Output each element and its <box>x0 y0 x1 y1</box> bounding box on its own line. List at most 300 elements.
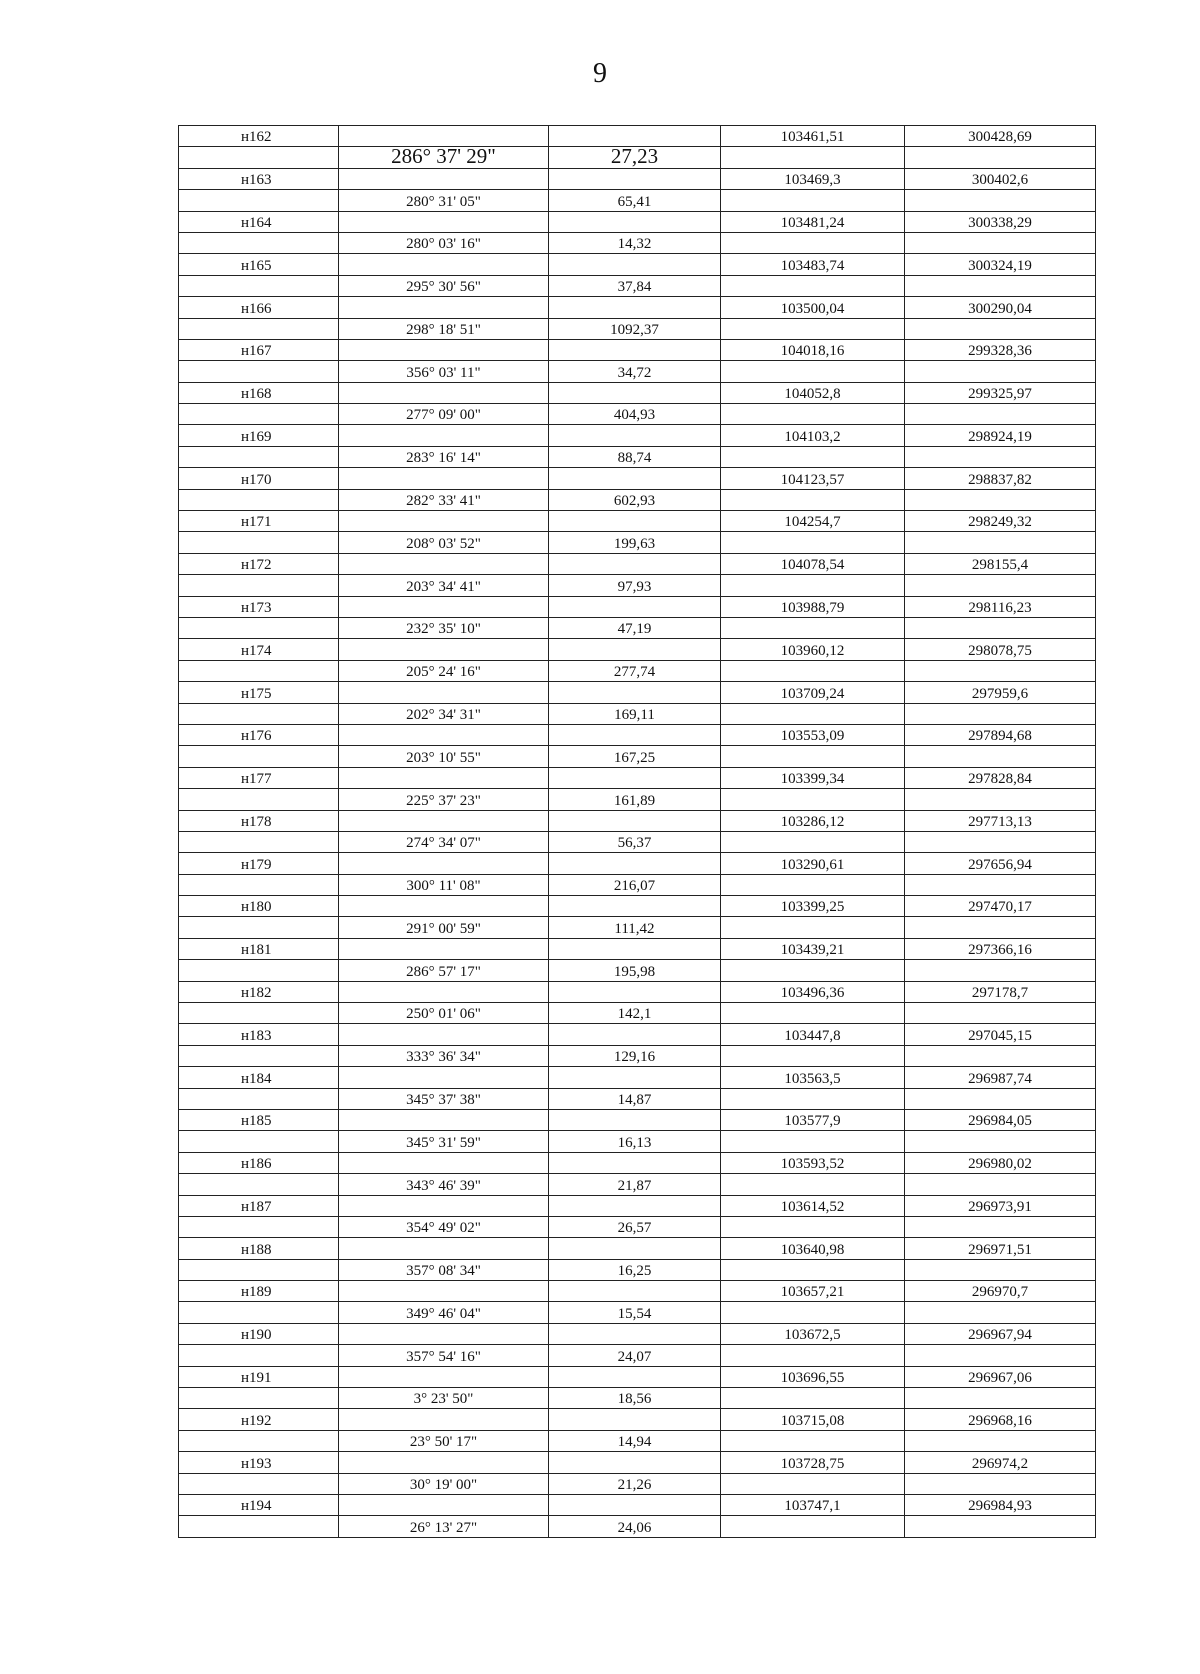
segment-row <box>179 276 1095 297</box>
angle-cell <box>339 853 549 873</box>
segment-length: 26,57 <box>549 1217 721 1237</box>
x-coordinate <box>721 276 905 296</box>
point-id: н170 <box>179 468 339 488</box>
x-coordinate <box>721 190 905 210</box>
direction-angle: 357° 08' 34" <box>339 1260 549 1280</box>
segment-length: 24,07 <box>549 1345 721 1365</box>
y-coordinate <box>905 1046 1095 1066</box>
y-coordinate <box>905 233 1095 253</box>
segment-length: 142,1 <box>549 1003 721 1023</box>
y-coordinate: 296984,05 <box>968 1113 1032 1130</box>
segment-length: 24,06 <box>549 1516 721 1536</box>
point-id <box>179 1345 339 1365</box>
angle-cell <box>339 682 549 702</box>
y-coordinate <box>905 147 1095 167</box>
y-coordinate <box>905 618 1095 638</box>
direction-angle: 274° 34' 07" <box>339 832 549 852</box>
point-row <box>179 554 1095 575</box>
segment-row <box>179 490 1095 511</box>
x-coordinate: 103500,04 <box>721 297 905 317</box>
angle-cell <box>339 725 549 745</box>
length-cell <box>549 768 721 788</box>
length-cell <box>549 1153 721 1173</box>
x-coordinate: 103715,08 <box>721 1409 905 1429</box>
point-id <box>179 661 339 681</box>
direction-angle: 205° 24' 16" <box>339 661 549 681</box>
point-row <box>179 1067 1095 1088</box>
y-coordinate: 297045,15 <box>968 1027 1032 1044</box>
point-id: н178 <box>179 811 339 831</box>
length-cell <box>549 725 721 745</box>
point-id: н179 <box>179 853 339 873</box>
direction-angle: 295° 30' 56" <box>339 276 549 296</box>
y-coordinate <box>905 319 1095 339</box>
x-coordinate: 103657,21 <box>721 1281 905 1301</box>
segment-row <box>179 233 1095 254</box>
length-cell <box>549 1367 721 1387</box>
y-coordinate: 300324,19 <box>968 257 1032 274</box>
y-coordinate <box>905 1174 1095 1194</box>
x-coordinate: 103563,5 <box>721 1067 905 1087</box>
x-coordinate: 103640,98 <box>721 1238 905 1258</box>
x-coordinate <box>721 1174 905 1194</box>
segment-row <box>179 1516 1095 1537</box>
x-coordinate: 103960,12 <box>721 639 905 659</box>
point-id: н177 <box>179 768 339 788</box>
angle-cell <box>339 1324 549 1344</box>
angle-cell <box>339 768 549 788</box>
angle-cell <box>339 811 549 831</box>
x-coordinate <box>721 917 905 937</box>
point-id <box>179 917 339 937</box>
y-coordinate <box>905 746 1095 766</box>
point-id: н167 <box>179 340 339 360</box>
direction-angle: 26° 13' 27" <box>339 1516 549 1536</box>
point-id: н192 <box>179 1409 339 1429</box>
y-coordinate: 300338,29 <box>968 214 1032 231</box>
y-coordinate <box>905 1089 1095 1109</box>
x-coordinate <box>721 704 905 724</box>
x-coordinate: 103286,12 <box>721 811 905 831</box>
point-id: н168 <box>179 383 339 403</box>
point-id <box>179 960 339 980</box>
direction-angle: 3° 23' 50" <box>339 1388 549 1408</box>
y-coordinate: 298924,19 <box>968 428 1032 445</box>
length-cell <box>549 468 721 488</box>
angle-cell <box>339 425 549 445</box>
x-coordinate <box>721 1131 905 1151</box>
point-id: н184 <box>179 1067 339 1087</box>
point-id <box>179 233 339 253</box>
direction-angle: 232° 35' 10" <box>339 618 549 638</box>
direction-angle: 300° 11' 08" <box>339 875 549 895</box>
point-row <box>179 1281 1095 1302</box>
direction-angle: 203° 10' 55" <box>339 746 549 766</box>
y-coordinate <box>905 190 1095 210</box>
point-id <box>179 1431 339 1451</box>
segment-row <box>179 917 1095 938</box>
direction-angle: 282° 33' 41" <box>339 490 549 510</box>
segment-length: 14,32 <box>549 233 721 253</box>
y-coordinate: 296980,02 <box>968 1156 1032 1173</box>
segment-row <box>179 1217 1095 1238</box>
x-coordinate <box>721 575 905 595</box>
y-coordinate <box>905 875 1095 895</box>
point-id <box>179 319 339 339</box>
x-coordinate: 104123,57 <box>721 468 905 488</box>
point-row <box>179 1196 1095 1217</box>
x-coordinate <box>721 361 905 381</box>
y-coordinate <box>905 276 1095 296</box>
point-id: н175 <box>179 682 339 702</box>
point-row <box>179 1238 1095 1259</box>
direction-angle: 343° 46' 39" <box>339 1174 549 1194</box>
y-coordinate: 297828,84 <box>968 771 1032 788</box>
y-coordinate <box>905 1388 1095 1408</box>
y-coordinate <box>905 1474 1095 1494</box>
y-coordinate: 296967,94 <box>968 1327 1032 1344</box>
length-cell <box>549 853 721 873</box>
x-coordinate: 103577,9 <box>721 1110 905 1130</box>
point-id <box>179 1302 339 1322</box>
point-row <box>179 1153 1095 1174</box>
point-id: н164 <box>179 212 339 232</box>
y-coordinate: 298249,32 <box>968 514 1032 531</box>
angle-cell <box>339 1495 549 1515</box>
segment-row <box>179 1174 1095 1195</box>
direction-angle: 354° 49' 02" <box>339 1217 549 1237</box>
length-cell <box>549 297 721 317</box>
point-row <box>179 340 1095 361</box>
angle-cell <box>339 939 549 959</box>
y-coordinate: 296967,06 <box>968 1370 1032 1387</box>
point-id <box>179 704 339 724</box>
y-coordinate: 300428,69 <box>968 129 1032 146</box>
x-coordinate: 103483,74 <box>721 254 905 274</box>
y-coordinate: 297894,68 <box>968 728 1032 745</box>
y-coordinate: 299325,97 <box>968 386 1032 403</box>
length-cell <box>549 982 721 1002</box>
point-id: н182 <box>179 982 339 1002</box>
segment-length: 169,11 <box>549 704 721 724</box>
direction-angle: 202° 34' 31" <box>339 704 549 724</box>
point-id <box>179 1260 339 1280</box>
angle-cell <box>339 896 549 916</box>
angle-cell <box>339 1452 549 1472</box>
point-id <box>179 190 339 210</box>
segment-row <box>179 1345 1095 1366</box>
angle-cell <box>339 639 549 659</box>
direction-angle: 298° 18' 51" <box>339 319 549 339</box>
y-coordinate <box>905 1131 1095 1151</box>
y-coordinate <box>905 575 1095 595</box>
angle-cell <box>339 340 549 360</box>
length-cell <box>549 254 721 274</box>
segment-length: 602,93 <box>549 490 721 510</box>
point-id <box>179 746 339 766</box>
point-id <box>179 1474 339 1494</box>
point-row <box>179 982 1095 1003</box>
segment-row <box>179 532 1095 553</box>
y-coordinate: 298116,23 <box>968 599 1032 616</box>
angle-cell <box>339 1024 549 1044</box>
point-row <box>179 297 1095 318</box>
y-coordinate <box>905 447 1095 467</box>
point-row <box>179 1495 1095 1516</box>
x-coordinate <box>721 789 905 809</box>
length-cell <box>549 511 721 531</box>
point-id <box>179 147 339 167</box>
angle-cell <box>339 212 549 232</box>
segment-row <box>179 789 1095 810</box>
point-id <box>179 832 339 852</box>
angle-cell <box>339 297 549 317</box>
x-coordinate <box>721 147 905 167</box>
segment-length: 195,98 <box>549 960 721 980</box>
segment-length: 65,41 <box>549 190 721 210</box>
coordinates-table <box>178 125 1096 1538</box>
y-coordinate <box>905 704 1095 724</box>
point-id <box>179 1516 339 1536</box>
x-coordinate <box>721 746 905 766</box>
segment-length: 14,94 <box>549 1431 721 1451</box>
point-id: н186 <box>179 1153 339 1173</box>
point-row <box>179 682 1095 703</box>
direction-angle: 277° 09' 00" <box>339 404 549 424</box>
angle-cell <box>339 1110 549 1130</box>
segment-length: 199,63 <box>549 532 721 552</box>
direction-angle: 225° 37' 23" <box>339 789 549 809</box>
segment-length: 27,23 <box>549 147 721 167</box>
direction-angle: 208° 03' 52" <box>339 532 549 552</box>
x-coordinate <box>721 447 905 467</box>
point-row <box>179 169 1095 190</box>
direction-angle: 357° 54' 16" <box>339 1345 549 1365</box>
segment-row <box>179 1431 1095 1452</box>
segment-row <box>179 190 1095 211</box>
x-coordinate: 103461,51 <box>721 126 905 146</box>
angle-cell <box>339 1409 549 1429</box>
segment-row <box>179 361 1095 382</box>
point-id <box>179 361 339 381</box>
point-id <box>179 532 339 552</box>
y-coordinate <box>905 832 1095 852</box>
x-coordinate <box>721 1003 905 1023</box>
segment-length: 15,54 <box>549 1302 721 1322</box>
point-id <box>179 1003 339 1023</box>
point-id: н188 <box>179 1238 339 1258</box>
segment-row <box>179 319 1095 340</box>
segment-length: 111,42 <box>549 917 721 937</box>
x-coordinate <box>721 960 905 980</box>
y-coordinate: 296974,2 <box>971 1455 1029 1472</box>
segment-row <box>179 661 1095 682</box>
y-coordinate: 299328,36 <box>968 343 1032 360</box>
segment-length: 16,25 <box>549 1260 721 1280</box>
point-row <box>179 768 1095 789</box>
x-coordinate <box>721 404 905 424</box>
angle-cell <box>339 1153 549 1173</box>
x-coordinate: 104254,7 <box>721 511 905 531</box>
y-coordinate: 296987,74 <box>968 1070 1032 1087</box>
point-row <box>179 1024 1095 1045</box>
x-coordinate: 104078,54 <box>721 554 905 574</box>
x-coordinate <box>721 1516 905 1536</box>
direction-angle: 23° 50' 17" <box>339 1431 549 1451</box>
direction-angle: 286° 57' 17" <box>339 960 549 980</box>
angle-cell <box>339 468 549 488</box>
page-number: 9 <box>593 58 607 89</box>
length-cell <box>549 896 721 916</box>
point-row <box>179 1324 1095 1345</box>
point-row <box>179 425 1095 446</box>
x-coordinate <box>721 661 905 681</box>
x-coordinate <box>721 1345 905 1365</box>
y-coordinate <box>905 1431 1095 1451</box>
segment-row <box>179 447 1095 468</box>
point-id: н191 <box>179 1367 339 1387</box>
y-coordinate <box>905 361 1095 381</box>
y-coordinate: 297959,6 <box>971 685 1029 702</box>
point-row <box>179 896 1095 917</box>
angle-cell <box>339 1238 549 1258</box>
point-id <box>179 1388 339 1408</box>
x-coordinate: 104052,8 <box>721 383 905 403</box>
y-coordinate: 296971,51 <box>968 1241 1032 1258</box>
x-coordinate: 104018,16 <box>721 340 905 360</box>
y-coordinate <box>905 1217 1095 1237</box>
point-row <box>179 468 1095 489</box>
x-coordinate <box>721 1260 905 1280</box>
point-id <box>179 1131 339 1151</box>
x-coordinate: 103672,5 <box>721 1324 905 1344</box>
direction-angle: 345° 31' 59" <box>339 1131 549 1151</box>
segment-length: 16,13 <box>549 1131 721 1151</box>
x-coordinate <box>721 875 905 895</box>
point-row <box>179 254 1095 275</box>
y-coordinate: 298837,82 <box>968 471 1032 488</box>
x-coordinate <box>721 618 905 638</box>
length-cell <box>549 597 721 617</box>
point-row <box>179 212 1095 233</box>
segment-row <box>179 746 1095 767</box>
length-cell <box>549 169 721 189</box>
point-id <box>179 618 339 638</box>
point-id: н169 <box>179 425 339 445</box>
point-id: н180 <box>179 896 339 916</box>
length-cell <box>549 425 721 445</box>
x-coordinate <box>721 1431 905 1451</box>
point-id <box>179 276 339 296</box>
y-coordinate: 297178,7 <box>971 985 1029 1002</box>
direction-angle: 356° 03' 11" <box>339 361 549 381</box>
segment-row <box>179 1302 1095 1323</box>
x-coordinate <box>721 1217 905 1237</box>
length-cell <box>549 340 721 360</box>
direction-angle: 280° 03' 16" <box>339 233 549 253</box>
y-coordinate <box>905 1003 1095 1023</box>
segment-row <box>179 404 1095 425</box>
x-coordinate: 103747,1 <box>721 1495 905 1515</box>
segment-row <box>179 1046 1095 1067</box>
y-coordinate <box>905 404 1095 424</box>
y-coordinate: 300290,04 <box>968 300 1032 317</box>
point-row <box>179 939 1095 960</box>
point-id: н174 <box>179 639 339 659</box>
x-coordinate: 104103,2 <box>721 425 905 445</box>
segment-length: 18,56 <box>549 1388 721 1408</box>
segment-row <box>179 1131 1095 1152</box>
point-id <box>179 875 339 895</box>
x-coordinate: 103290,61 <box>721 853 905 873</box>
direction-angle: 345° 37' 38" <box>339 1089 549 1109</box>
point-id: н172 <box>179 554 339 574</box>
x-coordinate: 103399,34 <box>721 768 905 788</box>
direction-angle: 349° 46' 04" <box>339 1302 549 1322</box>
y-coordinate <box>905 1260 1095 1280</box>
y-coordinate: 296968,16 <box>968 1412 1032 1429</box>
direction-angle: 291° 00' 59" <box>339 917 549 937</box>
angle-cell <box>339 383 549 403</box>
angle-cell <box>339 511 549 531</box>
y-coordinate: 298078,75 <box>968 642 1032 659</box>
point-id <box>179 1217 339 1237</box>
point-id: н165 <box>179 254 339 274</box>
segment-length: 21,26 <box>549 1474 721 1494</box>
segment-row <box>179 1388 1095 1409</box>
point-id: н162 <box>179 126 339 146</box>
angle-cell <box>339 597 549 617</box>
direction-angle: 30° 19' 00" <box>339 1474 549 1494</box>
segment-row <box>179 618 1095 639</box>
y-coordinate <box>905 532 1095 552</box>
y-coordinate <box>905 490 1095 510</box>
segment-length: 34,72 <box>549 361 721 381</box>
point-id: н185 <box>179 1110 339 1130</box>
segment-row <box>179 1474 1095 1495</box>
x-coordinate: 103709,24 <box>721 682 905 702</box>
segment-length: 129,16 <box>549 1046 721 1066</box>
length-cell <box>549 1110 721 1130</box>
point-id <box>179 1174 339 1194</box>
segment-length: 88,74 <box>549 447 721 467</box>
angle-cell <box>339 1281 549 1301</box>
angle-cell <box>339 1367 549 1387</box>
x-coordinate: 103481,24 <box>721 212 905 232</box>
point-id <box>179 1046 339 1066</box>
x-coordinate: 103614,52 <box>721 1196 905 1216</box>
x-coordinate <box>721 532 905 552</box>
y-coordinate: 296984,93 <box>968 1498 1032 1515</box>
angle-cell <box>339 169 549 189</box>
segment-length: 97,93 <box>549 575 721 595</box>
length-cell <box>549 383 721 403</box>
length-cell <box>549 1281 721 1301</box>
x-coordinate: 103696,55 <box>721 1367 905 1387</box>
point-id <box>179 490 339 510</box>
length-cell <box>549 682 721 702</box>
x-coordinate <box>721 319 905 339</box>
segment-length: 56,37 <box>549 832 721 852</box>
y-coordinate: 298155,4 <box>971 557 1029 574</box>
x-coordinate <box>721 233 905 253</box>
x-coordinate: 103496,36 <box>721 982 905 1002</box>
point-row <box>179 639 1095 660</box>
x-coordinate: 103399,25 <box>721 896 905 916</box>
point-id: н181 <box>179 939 339 959</box>
y-coordinate: 297470,17 <box>968 899 1032 916</box>
x-coordinate <box>721 1089 905 1109</box>
